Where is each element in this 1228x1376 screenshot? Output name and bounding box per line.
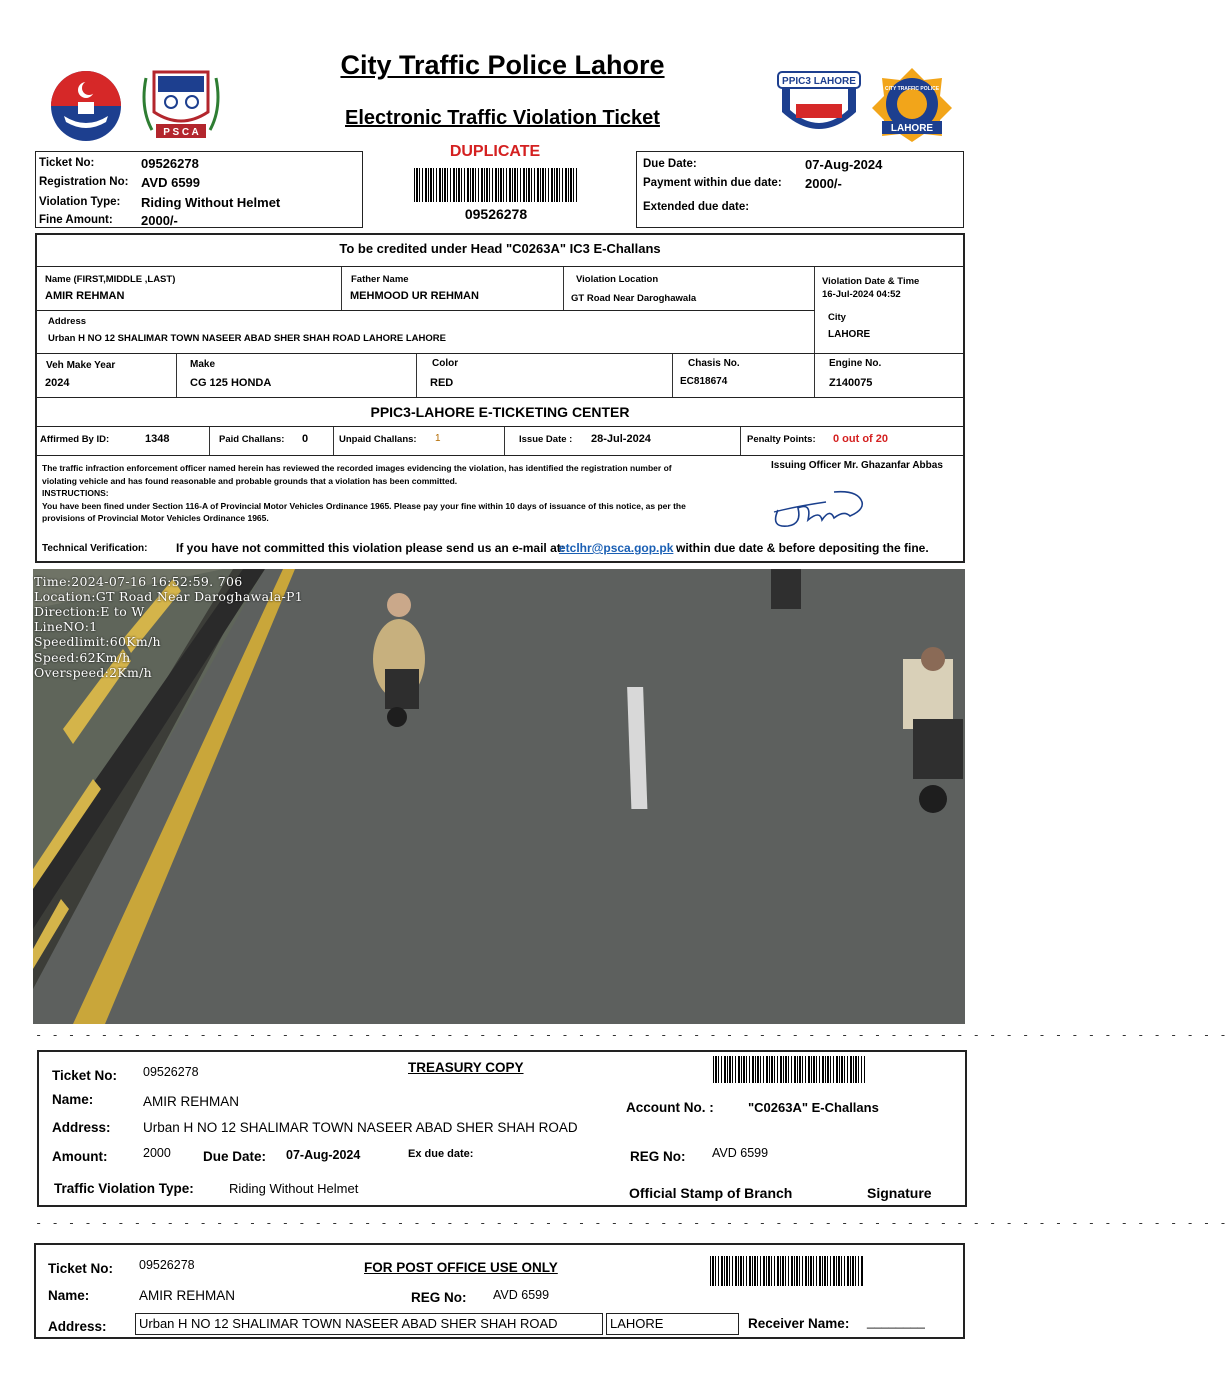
- camera-time: Time:2024-07-16 16:52:59. 706: [34, 574, 243, 589]
- paid-value: 0: [302, 433, 309, 445]
- psca-logo-text: P S C A: [163, 127, 199, 138]
- engine-label: Engine No.: [829, 358, 882, 369]
- camera-lane: LineNO:1: [34, 619, 98, 634]
- payment-label: Payment within due date:: [643, 177, 782, 189]
- name-value: AMIR REHMAN: [45, 290, 125, 302]
- tech-text-2: within due date & before depositing the fine.: [676, 541, 929, 555]
- city-label: City: [828, 312, 846, 323]
- post-ticket-value: 09526278: [139, 1258, 195, 1272]
- post-office-title: FOR POST OFFICE USE ONLY: [364, 1260, 558, 1275]
- credit-head: To be credited under Head "C0263A" IC3 E-Challans: [339, 241, 661, 256]
- violation-camera-photo: [33, 569, 965, 1024]
- fine-amount-value: 2000/-: [141, 213, 178, 228]
- treasury-violation-value: Riding Without Helmet: [229, 1181, 359, 1196]
- post-name-label: Name:: [48, 1288, 90, 1303]
- registration-label: Registration No:: [39, 176, 129, 188]
- make-label: Make: [190, 359, 216, 370]
- ticket-no-label: Ticket No:: [39, 157, 95, 169]
- address-label: Address: [48, 316, 87, 327]
- address-value: Urban H NO 12 SHALIMAR TOWN NASEER ABAD SHER SHAH ROAD LAHORE LAHORE: [48, 333, 446, 344]
- extended-due-label: Extended due date:: [643, 201, 750, 213]
- camera-location: Location:GT Road Near Daroghawala-P1: [34, 589, 303, 604]
- page-subtitle: Electronic Traffic Violation Ticket: [345, 107, 660, 129]
- traffic-police-badge-text: CITY TRAFFIC POLICE: [884, 86, 940, 92]
- instructions-line-1: You have been fined under Section 116-A of Provincial Motor Vehicles Ordinance 1965. Please pay your fine within 10 days of issuance of this notice, as per the: [42, 501, 686, 511]
- location-label: Violation Location: [576, 274, 659, 285]
- treasury-address-value: Urban H NO 12 SHALIMAR TOWN NASEER ABAD SHER SHAH ROAD: [143, 1120, 578, 1135]
- payment-value: 2000/-: [805, 176, 842, 191]
- chasis-value: EC818674: [680, 376, 728, 387]
- contact-email-link[interactable]: etclhr@psca.gop.pk: [559, 541, 674, 555]
- tech-text-1: If you have not committed this violation please send us an e-mail at:: [176, 541, 565, 555]
- treasury-ticket-label: Ticket No:: [52, 1068, 118, 1083]
- unpaid-label: Unpaid Challans:: [339, 434, 417, 445]
- ticket-no-value: 09526278: [141, 156, 199, 171]
- issue-label: Issue Date :: [519, 434, 573, 445]
- name-label: Name (FIRST,MIDDLE ,LAST): [45, 274, 176, 285]
- treasury-violation-label: Traffic Violation Type:: [54, 1181, 194, 1196]
- post-name-value: AMIR REHMAN: [139, 1288, 236, 1303]
- statement-line-2: violating vehicle and has found reasonable and probable grounds that a violation has been committed.: [42, 476, 458, 486]
- treasury-due-label: Due Date:: [203, 1149, 267, 1164]
- traffic-police-badge-icon: [870, 66, 954, 142]
- ppic3-logo-icon: [776, 68, 862, 144]
- treasury-title: TREASURY COPY: [408, 1060, 524, 1075]
- traffic-police-badge-city: LAHORE: [890, 123, 934, 134]
- instructions-line-2: provisions of Provincial Motor Vehicles Ordinance 1965.: [42, 513, 269, 523]
- post-reg-label: REG No:: [411, 1290, 467, 1305]
- treasury-barcode-icon: [713, 1056, 865, 1083]
- registration-value: AVD 6599: [141, 175, 201, 190]
- veh-year-value: 2024: [45, 377, 70, 389]
- color-label: Color: [432, 358, 459, 369]
- tech-verification-label: Technical Verification:: [42, 543, 148, 554]
- signature-label: Signature: [867, 1185, 932, 1201]
- treasury-account-value: "C0263A" E-Challans: [748, 1100, 879, 1115]
- color-value: RED: [430, 377, 454, 389]
- treasury-due-value: 07-Aug-2024: [286, 1148, 361, 1162]
- post-reg-value: AVD 6599: [493, 1288, 550, 1302]
- page-title: City Traffic Police Lahore: [340, 50, 665, 80]
- treasury-address-label: Address:: [52, 1120, 111, 1135]
- datetime-value: 16-Jul-2024 04:52: [822, 289, 901, 300]
- unpaid-value: 1: [435, 433, 441, 444]
- treasury-name-value: AMIR REHMAN: [143, 1094, 240, 1109]
- due-date-label: Due Date:: [643, 158, 697, 170]
- ppic3-logo-text: PPIC3 LAHORE: [782, 76, 856, 87]
- violation-type-label: Violation Type:: [39, 196, 121, 208]
- camera-speed: Speed:62Km/h: [34, 650, 131, 665]
- barcode-icon: [414, 168, 578, 202]
- camera-overspeed: Overspeed:2Km/h: [34, 665, 153, 680]
- camera-direction: Direction:E to W: [34, 604, 145, 619]
- cut-line-divider-2: - - - - - - - - - - - - - - - - - - - - - - - - - - - - - - - - - - - - - - - - - - - - - - - - - - - - - - - - - - - - - - - - - - - - - - - - -: [35, 1216, 1228, 1230]
- ticket-info-box: [35, 151, 363, 228]
- official-stamp-label: Official Stamp of Branch: [629, 1185, 793, 1201]
- fine-amount-label: Fine Amount:: [39, 214, 113, 226]
- penalty-value: 0 out of 20: [833, 433, 889, 445]
- treasury-ticket-value: 09526278: [143, 1065, 199, 1079]
- receiver-name-blank: ________: [867, 1314, 925, 1329]
- treasury-reg-label: REG No:: [630, 1149, 686, 1164]
- chasis-label: Chasis No.: [688, 358, 740, 369]
- treasury-reg-value: AVD 6599: [712, 1146, 769, 1160]
- post-city-field: [606, 1313, 739, 1335]
- violation-type-value: Riding Without Helmet: [141, 195, 281, 210]
- father-label: Father Name: [351, 274, 409, 285]
- treasury-amount-value: 2000: [143, 1146, 171, 1160]
- treasury-exdue-label: Ex due date:: [408, 1148, 474, 1160]
- veh-year-label: Veh Make Year: [46, 360, 116, 371]
- duplicate-label: DUPLICATE: [449, 143, 541, 160]
- post-city-value: LAHORE: [610, 1316, 664, 1331]
- post-barcode-icon: [710, 1256, 864, 1286]
- paid-label: Paid Challans:: [219, 434, 285, 445]
- treasury-name-label: Name:: [52, 1092, 94, 1107]
- officer-signature-icon: [768, 480, 878, 535]
- barcode-number: 09526278: [464, 206, 528, 222]
- engine-value: Z140075: [829, 377, 873, 389]
- father-value: MEHMOOD UR REHMAN: [350, 290, 479, 302]
- cut-line-divider: - - - - - - - - - - - - - - - - - - - - - - - - - - - - - - - - - - - - - - - - - - - - - - - - - - - - - - - - - - - - - - - - - - - - - - - - -: [35, 1028, 1228, 1042]
- eticketing-center: PPIC3-LAHORE E-TICKETING CENTER: [370, 404, 630, 420]
- affirmed-value: 1348: [145, 433, 170, 445]
- affirmed-label: Affirmed By ID:: [40, 434, 110, 445]
- city-value: LAHORE: [828, 329, 871, 340]
- treasury-account-label: Account No. :: [626, 1100, 714, 1115]
- post-address-value: Urban H NO 12 SHALIMAR TOWN NASEER ABAD SHER SHAH ROAD: [139, 1316, 558, 1331]
- receiver-name-label: Receiver Name:: [748, 1316, 850, 1331]
- location-value: GT Road Near Daroghawala: [571, 293, 697, 304]
- due-date-value: 07-Aug-2024: [805, 157, 883, 172]
- treasury-amount-label: Amount:: [52, 1149, 108, 1164]
- due-info-box: [636, 151, 964, 228]
- penalty-label: Penalty Points:: [747, 434, 816, 445]
- datetime-label: Violation Date & Time: [822, 276, 920, 287]
- camera-speedlimit: Speedlimit:60Km/h: [34, 634, 161, 649]
- make-value: CG 125 HONDA: [190, 377, 272, 389]
- instructions-label: INSTRUCTIONS:: [42, 488, 109, 498]
- post-address-field: [135, 1313, 603, 1335]
- issue-value: 28-Jul-2024: [591, 433, 651, 445]
- statement-line-1: The traffic infraction enforcement officer named herein has reviewed the recorded images evidencing the violation, has identified the registration number of: [42, 463, 672, 473]
- post-ticket-label: Ticket No:: [48, 1261, 114, 1276]
- post-address-label: Address:: [48, 1319, 107, 1334]
- issuing-officer: Issuing Officer Mr. Ghazanfar Abbas: [771, 460, 943, 471]
